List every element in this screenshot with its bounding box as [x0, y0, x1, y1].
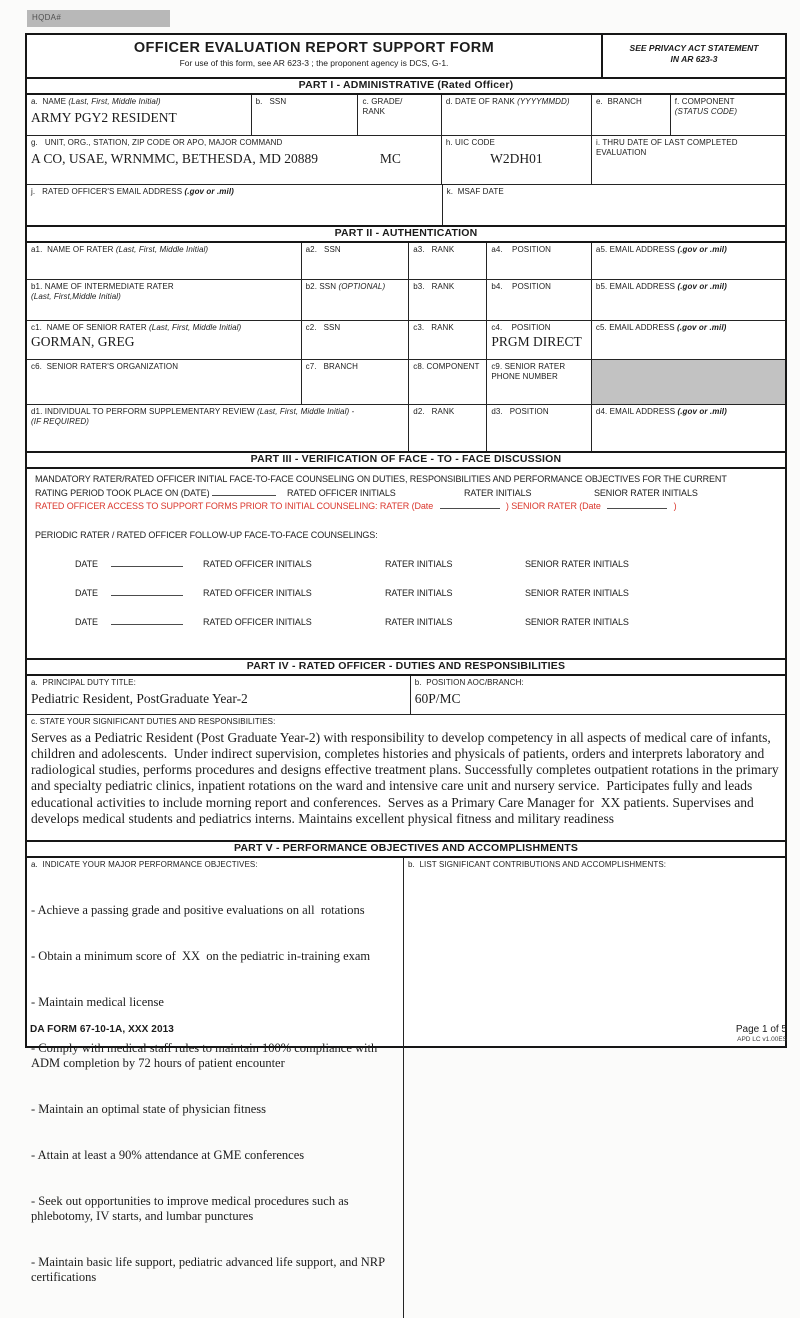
date-of-rank-label: d. DATE OF RANK — [445, 97, 518, 106]
date-label: DATE — [75, 587, 98, 598]
senior-rater-access-date-blank[interactable] — [607, 499, 667, 509]
objective-item: - Achieve a passing grade and positive evaluations on all rotations — [31, 903, 365, 918]
senior-rater-branch-label: c7. BRANCH — [305, 362, 358, 371]
support-forms-access-text: RATED OFFICER ACCESS TO SUPPORT FORMS PRIOR TO INITIAL COUNSELING: RATER (Date — [35, 501, 434, 511]
intermediate-rater-name-label: b1. NAME OF INTERMEDIATE RATER — [31, 282, 174, 291]
name-label-paren: (Last, First, Middle Initial) — [68, 97, 161, 106]
principal-duty-title-label: a. PRINCIPAL DUTY TITLE: — [31, 678, 136, 687]
part2-row-d — [27, 404, 785, 451]
field-supplementary-reviewer-position[interactable] — [486, 405, 591, 451]
supplementary-reviewer-label: d1. INDIVIDUAL TO PERFORM SUPPLEMENTARY REVIEW — [31, 407, 257, 416]
rater-access-date-blank[interactable] — [440, 499, 500, 509]
counseling-row-2 — [35, 586, 777, 600]
intermediate-rater-ssn-paren: (OPTIONAL) — [338, 282, 386, 291]
rated-officer-initials-label: RATED OFFICER INITIALS — [203, 587, 312, 598]
part2-header: PART II - AUTHENTICATION — [27, 225, 785, 243]
senior-rater-email-paren: (.gov or .mil) — [677, 323, 727, 332]
field-rated-officer-email[interactable] — [27, 185, 442, 225]
intermediate-rater-email-label: b5. EMAIL ADDRESS — [595, 282, 678, 291]
intermediate-rater-position-label: b4. POSITION — [491, 282, 552, 291]
rater-initials-label: RATER INITIALS — [385, 616, 453, 627]
field-position-aoc-branch[interactable] — [410, 676, 785, 714]
rated-officer-email-label: j. RATED OFFICER'S EMAIL ADDRESS — [31, 187, 185, 196]
field-branch[interactable] — [591, 95, 670, 135]
objective-item: - Maintain an optimal state of physician fitness — [31, 1101, 267, 1116]
shaded-blocked-cell — [591, 360, 785, 404]
field-duties-responsibilities[interactable] — [27, 714, 785, 840]
supplementary-reviewer-email-paren: (.gov or .mil) — [677, 407, 727, 416]
field-grade-rank[interactable] — [357, 95, 440, 135]
counseling-date-blank[interactable] — [212, 486, 276, 496]
thru-date-label: i. THRU DATE OF LAST COMPLETED EVALUATION — [595, 138, 740, 157]
senior-rater-phone-label: c9. SENIOR RATER PHONE NUMBER — [491, 362, 568, 381]
page-indicator: Page 1 of 5 — [735, 1024, 787, 1035]
field-date-of-rank[interactable] — [441, 95, 591, 135]
rater-email-label: a5. EMAIL ADDRESS — [595, 245, 678, 254]
component-label: f. COMPONENT — [674, 97, 735, 106]
date-label: DATE — [75, 558, 98, 569]
unit-org-label: g. UNIT, ORG., STATION, ZIP CODE OR APO, MAJOR COMMAND — [31, 138, 283, 147]
part4-header: PART IV - RATED OFFICER - DUTIES AND RESPONSIBILITIES — [27, 658, 785, 676]
uic-code-value: W2DH01 — [490, 150, 543, 166]
field-intermediate-rater-ssn[interactable] — [301, 280, 409, 320]
part2-row-c — [27, 320, 785, 359]
unit-org-value-2: MC — [379, 150, 401, 166]
hqda-label: HQDA# — [32, 13, 62, 22]
field-intermediate-rater-rank[interactable] — [408, 280, 486, 320]
component-paren: (STATUS CODE) — [674, 106, 738, 116]
field-rater-rank[interactable] — [408, 243, 486, 279]
part2-row-b — [27, 279, 785, 320]
counseling-row-1 — [35, 557, 777, 571]
senior-rater-position-label: c4. POSITION — [491, 323, 551, 332]
page-footer — [30, 1024, 787, 1043]
objective-item: - Obtain a minimum score of XX on the pediatric in-training exam — [31, 948, 371, 963]
field-intermediate-rater-name[interactable] — [27, 280, 301, 320]
supplementary-reviewer-paren: (Last, First, Middle Initial) - — [256, 407, 355, 416]
objective-item: - Maintain medical license — [31, 994, 164, 1009]
rater-ssn-label: a2. SSN — [305, 245, 341, 254]
field-contributions-accomplishments[interactable] — [403, 858, 785, 1318]
field-senior-rater-organization[interactable] — [27, 360, 301, 404]
field-rater-name[interactable] — [27, 243, 301, 279]
supplementary-reviewer-rank-label: d2. RANK — [413, 407, 455, 416]
position-aoc-branch-value: 60P/MC — [414, 690, 461, 706]
senior-rater-name-value: GORMAN, GREG — [31, 333, 135, 349]
field-rater-email[interactable] — [591, 243, 785, 279]
part1-row-ghi — [27, 135, 785, 184]
objective-item: - Maintain basic life support, pediatric advanced life support, and NRP certifications — [31, 1254, 388, 1285]
part1-header: PART I - ADMINISTRATIVE (Rated Officer) — [27, 77, 785, 95]
hqda-number-box[interactable] — [27, 10, 170, 27]
part1-row-jk — [27, 184, 785, 225]
senior-rater-initials-label: SENIOR RATER INITIALS — [525, 587, 629, 598]
date-label: DATE — [75, 616, 98, 627]
field-senior-rater-rank[interactable] — [408, 321, 486, 359]
branch-label: e. BRANCH — [595, 97, 642, 106]
part3-body — [27, 469, 785, 658]
objective-item: - Attain at least a 90% attendance at GME conferences — [31, 1147, 305, 1162]
ssn-label: b. SSN — [255, 97, 287, 106]
part2-row-c6 — [27, 359, 785, 404]
supplementary-reviewer-position-label: d3. POSITION — [491, 407, 549, 416]
uic-code-label: h. UIC CODE — [445, 138, 495, 147]
part5-header: PART V - PERFORMANCE OBJECTIVES AND ACCOMPLISHMENTS — [27, 840, 785, 858]
rated-officer-email-paren: (.gov or .mil) — [184, 187, 234, 196]
name-value: ARMY PGY2 RESIDENT — [31, 109, 177, 125]
rated-officer-initials-label: RATED OFFICER INITIALS — [203, 558, 312, 569]
field-supplementary-reviewer-rank[interactable] — [408, 405, 486, 451]
field-rater-position[interactable] — [486, 243, 591, 279]
field-senior-rater-email[interactable] — [591, 321, 785, 359]
field-senior-rater-phone[interactable] — [486, 360, 591, 404]
duties-responsibilities-text: Serves as a Pediatric Resident (Post Graduate Year-2) with responsibility to develop competency in all aspects of medical care of infants, children and adolescents. Under indirect supervision, completes histories and physicals of patients, orders and interprets laboratory and radiological studies, performs procedures and designs effective treatment plans. Successfully completes outpatient rotations in the primary and specialty pediatric clinics, inpatient rotations on the ward and intensive care unit and nursery service. Participates fully and leads educational activities to include morning report and conferences. Serves as a Primary Care Manager for XX patients. Supervises and develops medical students and pediatrics interns. Maintains excellent physical fitness and military readiness — [31, 729, 783, 826]
privacy-line-1: SEE PRIVACY ACT STATEMENT — [629, 43, 759, 53]
senior-rater-ssn-label: c2. SSN — [305, 323, 341, 332]
field-senior-rater-component[interactable] — [408, 360, 486, 404]
part4-row-ab — [27, 676, 785, 714]
principal-duty-title-value: Pediatric Resident, PostGraduate Year-2 — [31, 690, 248, 706]
field-performance-objectives[interactable] — [27, 858, 403, 1318]
counseling-statement-line1: MANDATORY RATER/RATED OFFICER INITIAL FACE-TO-FACE COUNSELING ON DUTIES, RESPONSIBILITIES AND PERFORMANCE OBJECTIVES FOR THE CURRENT — [35, 474, 727, 484]
rater-email-paren: (.gov or .mil) — [677, 245, 727, 254]
part5-row — [27, 858, 785, 1285]
senior-rater-organization-label: c6. SENIOR RATER'S ORGANIZATION — [31, 362, 179, 371]
duties-responsibilities-label: c. STATE YOUR SIGNIFICANT DUTIES AND RESPONSIBILITIES: — [31, 717, 276, 726]
unit-org-value: A CO, USAE, WRNMMC, BETHESDA, MD 20889 — [31, 150, 319, 166]
form-title-area — [27, 35, 601, 77]
senior-rater-initials-label: SENIOR RATER INITIALS — [525, 558, 629, 569]
field-intermediate-rater-position[interactable] — [486, 280, 591, 320]
rater-name-label: a1. NAME OF RATER — [31, 245, 116, 254]
field-supplementary-reviewer-name[interactable] — [27, 405, 408, 451]
position-aoc-branch-label: b. POSITION AOC/BRANCH: — [414, 678, 524, 687]
counseling-2-date-blank[interactable] — [111, 586, 183, 596]
support-forms-access-text-3: ) — [673, 501, 677, 511]
rater-initials-label: RATER INITIALS — [464, 487, 532, 498]
senior-rater-name-label: c1. NAME OF SENIOR RATER — [31, 323, 150, 332]
part1-row-abcdef — [27, 95, 785, 135]
form-subtitle: For use of this form, see AR 623-3 ; the proponent agency is DCS, G-1. — [179, 58, 449, 68]
field-rater-ssn[interactable] — [301, 243, 409, 279]
counseling-3-date-blank[interactable] — [111, 615, 183, 625]
part3-header: PART III - VERIFICATION OF FACE - TO - FACE DISCUSSION — [27, 451, 785, 469]
intermediate-rater-ssn-label: b2. SSN — [305, 282, 339, 291]
field-name[interactable] — [27, 95, 251, 135]
oer-support-form — [25, 33, 787, 1285]
form-title: OFFICER EVALUATION REPORT SUPPORT FORM — [133, 40, 495, 56]
senior-rater-name-paren: (Last, First, Middle Initial) — [149, 323, 242, 332]
supplementary-reviewer-paren-2: (IF REQUIRED) — [31, 416, 90, 426]
field-senior-rater-ssn[interactable] — [301, 321, 409, 359]
name-label: a. NAME — [31, 97, 69, 106]
form-number: DA FORM 67-10-1A, XXX 2013 — [30, 1024, 174, 1035]
senior-rater-email-label: c5. EMAIL ADDRESS — [595, 323, 677, 332]
performance-objectives-label: a. INDICATE YOUR MAJOR PERFORMANCE OBJECTIVES: — [31, 860, 258, 869]
counseling-1-date-blank[interactable] — [111, 557, 183, 567]
field-senior-rater-position[interactable] — [486, 321, 591, 359]
counseling-row-3 — [35, 615, 777, 629]
msaf-date-label: k. MSAF DATE — [446, 187, 504, 196]
intermediate-rater-rank-label: b3. RANK — [413, 282, 455, 291]
privacy-line-2: IN AR 623-3 — [670, 53, 718, 64]
rater-name-paren: (Last, First, Middle Initial) — [115, 245, 209, 254]
field-supplementary-reviewer-email[interactable] — [591, 405, 785, 451]
senior-rater-position-value: PRGM DIRECT — [491, 333, 582, 349]
field-uic-code[interactable] — [441, 136, 591, 184]
senior-rater-component-label: c8. COMPONENT — [413, 362, 480, 371]
field-intermediate-rater-email[interactable] — [591, 280, 785, 320]
rater-initials-label: RATER INITIALS — [385, 558, 453, 569]
field-component[interactable] — [670, 95, 785, 135]
field-ssn[interactable] — [251, 95, 358, 135]
objective-item: - Seek out opportunities to improve medical procedures such as phlebotomy, IV starts, and lumbar punctures — [31, 1193, 352, 1224]
field-unit-org[interactable] — [27, 136, 441, 184]
senior-rater-initials-label: SENIOR RATER INITIALS — [525, 616, 629, 627]
intermediate-rater-email-paren: (.gov or .mil) — [677, 282, 727, 291]
periodic-counselings-label: PERIODIC RATER / RATED OFFICER FOLLOW-UP FACE-TO-FACE COUNSELINGS: — [35, 529, 378, 540]
intermediate-rater-name-paren: (Last, First,Middle Initial) — [31, 291, 121, 301]
rated-officer-initials-label: RATED OFFICER INITIALS — [203, 616, 312, 627]
form-title-block — [27, 35, 785, 77]
rater-initials-label: RATER INITIALS — [385, 587, 453, 598]
counseling-date-label: RATING PERIOD TOOK PLACE ON (DATE) — [35, 487, 210, 498]
senior-rater-rank-label: c3. RANK — [413, 323, 454, 332]
grade-label-1: c. GRADE/ — [362, 97, 403, 106]
senior-rater-initials-label: SENIOR RATER INITIALS — [594, 487, 698, 498]
grade-label-2: RANK — [362, 106, 386, 116]
rated-officer-initials-label: RATED OFFICER INITIALS — [287, 487, 396, 498]
objective-item: - Comply with medical staff rules to maintain 100% compliance with ADM completion by 72 hours of patient encounter — [31, 1040, 380, 1071]
field-thru-date[interactable] — [591, 136, 785, 184]
apd-version: APD LC v1.00ES — [737, 1036, 787, 1043]
field-senior-rater-branch[interactable] — [301, 360, 409, 404]
supplementary-reviewer-email-label: d4. EMAIL ADDRESS — [595, 407, 678, 416]
contributions-accomplishments-label: b. LIST SIGNIFICANT CONTRIBUTIONS AND ACCOMPLISHMENTS: — [407, 860, 667, 869]
privacy-act-notice — [601, 35, 785, 77]
field-senior-rater-name[interactable] — [27, 321, 301, 359]
field-msaf-date[interactable] — [442, 185, 785, 225]
field-principal-duty-title[interactable] — [27, 676, 410, 714]
rater-rank-label: a3. RANK — [413, 245, 455, 254]
date-of-rank-paren: (YYYYMMDD) — [517, 97, 570, 106]
rater-position-label: a4. POSITION — [491, 245, 552, 254]
part2-row-a — [27, 243, 785, 279]
support-forms-access-text-2: ) SENIOR RATER (Date — [505, 501, 601, 511]
